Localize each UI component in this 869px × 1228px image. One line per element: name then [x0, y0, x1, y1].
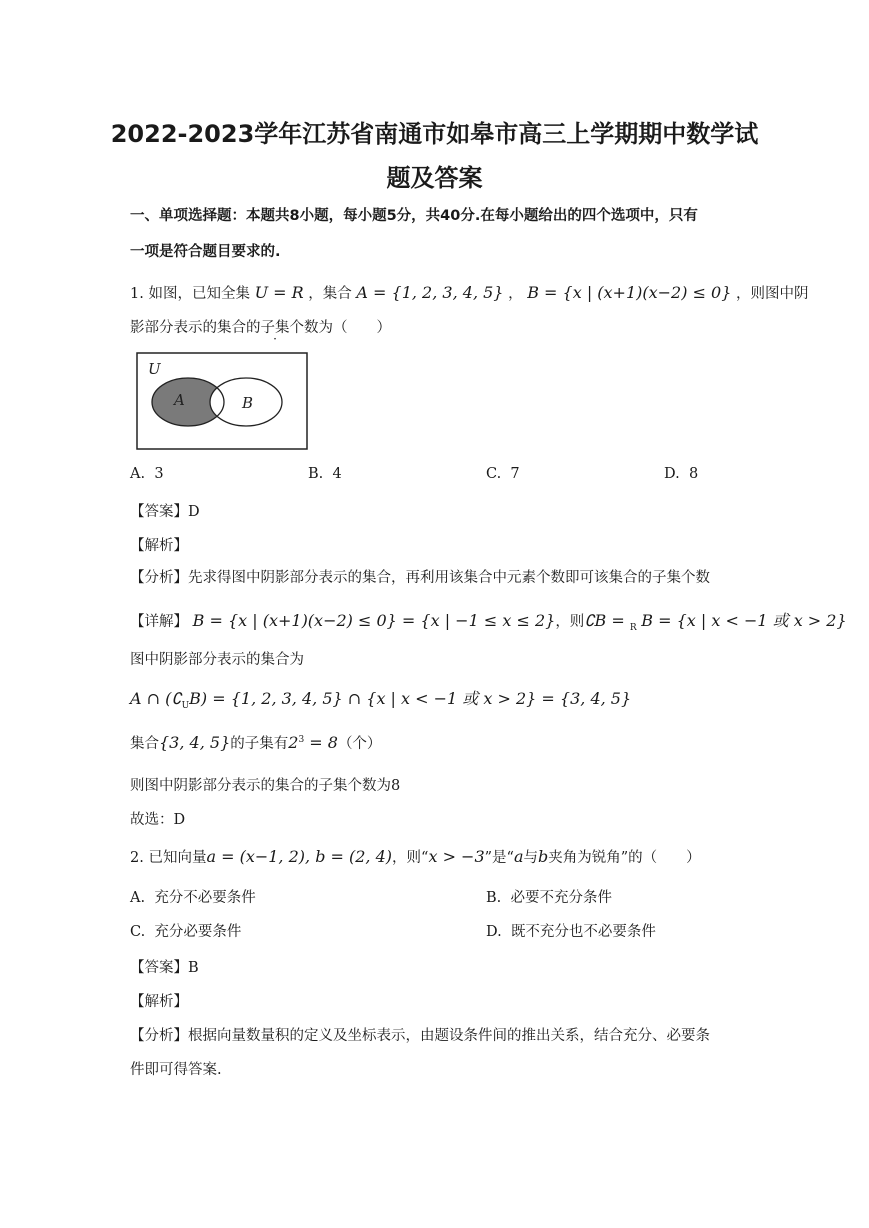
q2-analysis-tag: 【解析】 [130, 994, 188, 1010]
q1-stem-text: ， [508, 286, 523, 302]
q1-stem-text: ，集合 [308, 286, 352, 302]
venn-label-u: U [148, 360, 161, 378]
q2-option-d: D. 既不充分也不必要条件 [486, 924, 656, 940]
q1-calc-line: A ∩ $(∁_UB) = \{1$, 2, 3, 4, 5} ∩ {x | x < −1 或 x > 2} = {3, 4, 5} [130, 689, 632, 711]
q1-option-b: B. 4 [308, 466, 342, 482]
q1-xiangjie: 【详解】 B = {x | (x+1)(x−2) ≤ 0} = {x | −1 ≤ x ≤ 2}，则∁B = $_R$ B = {x | x < −1 或 x > 2} [130, 611, 847, 633]
q1-conclusion: 则图中阴影部分表示的集合的子集个数为8 [130, 778, 401, 794]
q1-option-d: D. 8 [664, 466, 699, 482]
q1-fenxi: 【分析】先求得图中阴影部分表示的集合，再利用该集合中元素个数即可该集合的子集个数 [130, 570, 710, 586]
q1-stem-text: 1. 如图，已知全集 [130, 286, 250, 302]
venn-label-a: A [174, 391, 185, 409]
q1-analysis-tag: 【解析】 [130, 538, 188, 554]
q1-set-b: B = {x | (x+1)(x−2) ≤ 0} [527, 283, 732, 302]
doc-title-line2: 题及答案 [386, 164, 483, 192]
q1-stem-text: ，则图中阴 [736, 286, 809, 302]
section-heading-line1: 一、单项选择题：本题共8小题，每小题5分，共40分.在每小题给出的四个选项中，只有 [130, 208, 698, 224]
q1-choose: 故选：D [130, 812, 186, 828]
q1-shadow-line: 图中阴影部分表示的集合为 [130, 652, 304, 668]
q1-option-c: C. 7 [486, 466, 520, 482]
q2-option-a: A. 充分不必要条件 [130, 890, 256, 906]
section-heading-line2: 一项是符合题目要求的. [130, 244, 281, 260]
q2-stem: 2. 已知向量a = (x−1, 2), b = (2, 4)，则“x > −3”是“a与b夹角为锐角”的（ ） [130, 847, 701, 866]
venn-label-b: B [242, 394, 254, 412]
q2-fenxi-line2: 件即可得答案. [130, 1062, 222, 1078]
q2-fenxi-line1: 【分析】根据向量数量积的定义及坐标表示，由题设条件间的推出关系，结合充分、必要条 [130, 1028, 710, 1044]
q1-universal-set: U = R [254, 283, 304, 302]
q1-stem-text: 影部分表示的集合的 [130, 320, 261, 336]
q2-option-c: C. 充分必要条件 [130, 924, 242, 940]
q1-subsets-line: 集合{3, 4, 5}的子集有$2^3 = 8$（个） [130, 733, 382, 752]
venn-diagram [136, 352, 308, 450]
doc-title-line1: 2022-2023学年江苏省南通市如皋市高三上学期期中数学试 [110, 120, 759, 148]
q1-stem-line1 [130, 282, 809, 303]
q2-answer: 【答案】B [130, 960, 199, 976]
q1-stem-text: 个数为（ ） [289, 320, 391, 336]
q1-stem-line2 [130, 316, 391, 337]
q1-option-a: A. 3 [130, 466, 164, 482]
q1-emphasis-subset: 子集 [260, 320, 290, 336]
q2-option-b: B. 必要不充分条件 [486, 890, 612, 906]
q1-set-a: A = {1, 2, 3, 4, 5} [356, 283, 504, 302]
q1-answer: 【答案】D [130, 504, 200, 520]
